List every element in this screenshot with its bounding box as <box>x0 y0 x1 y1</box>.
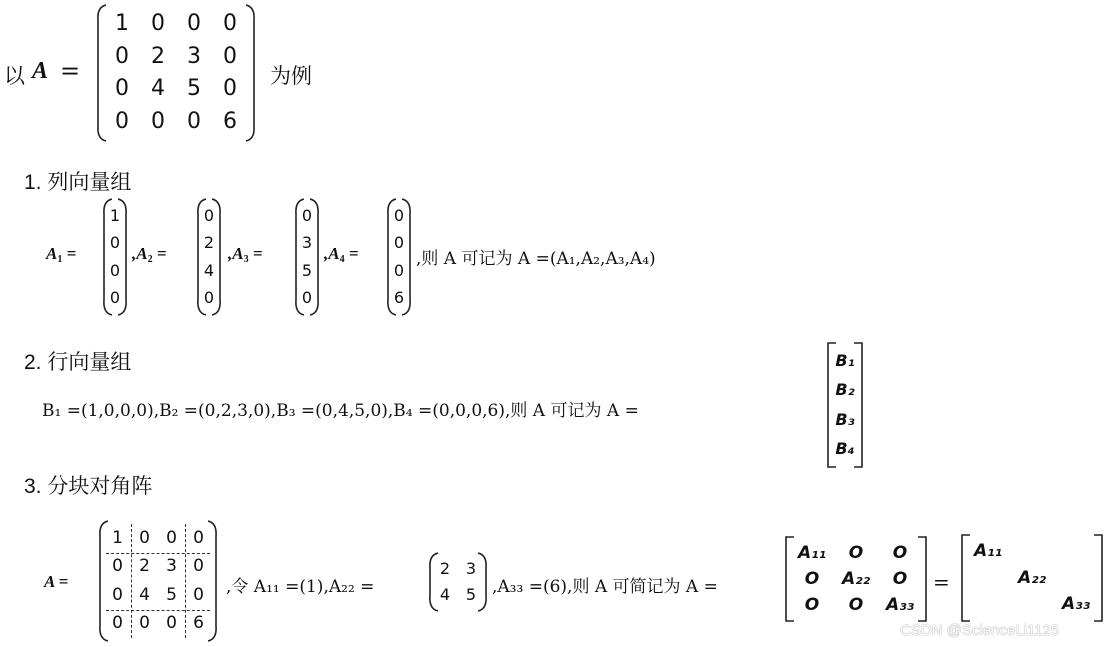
matrix-cell: 0 <box>166 527 177 548</box>
matrix-cell: 4 <box>151 76 165 102</box>
matrix-cell: 0 <box>393 205 405 225</box>
left-bracket <box>826 342 836 468</box>
matrix-cell: 5 <box>166 584 177 605</box>
matrix-cell: 0 <box>115 76 129 102</box>
matrix-cell: 0 <box>223 76 237 102</box>
matrix-cell: 0 <box>112 584 123 605</box>
matrix-cell: 0 <box>393 233 405 253</box>
section3-middle-text: ,令 A₁₁ =(1),A₂₂ = <box>226 577 375 597</box>
matrix-cell: 4 <box>439 585 451 604</box>
matrix-cell: O <box>804 568 820 589</box>
matrix-cell: 0 <box>187 108 201 134</box>
matrix-cell: 0 <box>193 584 204 605</box>
intro-prefix: 以 <box>4 64 25 88</box>
diagonal-cell: A₃₃ <box>1061 594 1091 615</box>
right-bracket <box>118 198 128 316</box>
matrix-cell: 3 <box>301 233 313 253</box>
left-bracket <box>386 198 396 316</box>
matrix-cell: 0 <box>203 288 215 308</box>
section2-heading: 2. 行向量组 <box>24 351 132 374</box>
vec-label-2: $,A_2$ = <box>132 244 167 265</box>
right-bracket <box>478 552 488 612</box>
section3-equals: = <box>933 570 950 594</box>
matrix-cell: 5 <box>465 585 477 604</box>
matrix-cell: A₃₃ <box>885 594 915 615</box>
partitioned-matrix <box>98 520 218 642</box>
section3-lhs: A = <box>44 572 69 591</box>
section3-after-a22: ,A₃₃ =(6),则 A 可简记为 A = <box>492 577 718 597</box>
partition-line-vertical <box>131 524 132 638</box>
right-bracket <box>208 520 218 642</box>
partition-line-vertical <box>185 524 186 638</box>
right-bracket <box>310 198 320 316</box>
matrix-cell: 4 <box>203 260 215 280</box>
matrix-cell: 0 <box>223 43 237 69</box>
matrix-cell: 1 <box>109 205 121 225</box>
matrix-cell: 3 <box>187 43 201 69</box>
matrix-cell: 2 <box>203 233 215 253</box>
matrix-cell: 0 <box>151 11 165 37</box>
row-vector-column <box>826 342 864 468</box>
matrix-cell: 2 <box>439 559 451 578</box>
matrix-cell: 0 <box>109 233 121 253</box>
matrix-cell: B₁ <box>835 350 855 370</box>
matrix-cell: 0 <box>112 613 123 634</box>
left-bracket <box>96 4 106 142</box>
matrix-cell: 0 <box>187 11 201 37</box>
matrix-cell: 0 <box>109 260 121 280</box>
partition-line-horizontal <box>106 553 210 554</box>
right-bracket <box>1094 534 1104 622</box>
left-bracket <box>102 198 112 316</box>
diagonal-shorthand-matrix <box>960 534 1104 622</box>
matrix-cell: O <box>848 542 864 563</box>
matrix-cell: 2 <box>139 556 150 577</box>
right-bracket <box>918 536 928 622</box>
watermark: CSDN @ScienceLi1125 <box>900 622 1060 639</box>
left-bracket <box>294 198 304 316</box>
matrix-cell: 0 <box>151 108 165 134</box>
right-bracket <box>854 342 864 468</box>
matrix-cell: 3 <box>465 559 477 578</box>
intro-equals: = <box>60 57 81 85</box>
column-vector-a3 <box>294 198 320 316</box>
column-vector-a4 <box>386 198 412 316</box>
matrix-cell: 6 <box>193 613 204 634</box>
matrix-cell: 0 <box>301 288 313 308</box>
matrix-cell: B₂ <box>835 380 855 400</box>
matrix-cell: 0 <box>203 205 215 225</box>
matrix-cell: 0 <box>166 613 177 634</box>
left-bracket <box>98 520 108 642</box>
a22-matrix <box>428 552 488 612</box>
column-vector-a1 <box>102 198 128 316</box>
matrix-cell: A₁₁ <box>797 542 827 563</box>
matrix-cell: 1 <box>115 11 129 37</box>
matrix-cell: 0 <box>139 527 150 548</box>
matrix-cell: O <box>804 594 820 615</box>
matrix-cell: 6 <box>393 288 405 308</box>
matrix-cell: 0 <box>115 43 129 69</box>
intro-matrix <box>96 4 256 142</box>
section1-formula <box>46 196 746 318</box>
matrix-cell: 0 <box>193 527 204 548</box>
vec-label-1: $A_1$ = <box>46 244 77 265</box>
column-vector-a2 <box>196 198 222 316</box>
block-diagonal-matrix <box>784 536 928 622</box>
section3-heading: 3. 分块对角阵 <box>24 475 153 498</box>
matrix-cell: 0 <box>115 108 129 134</box>
matrix-cell: 6 <box>223 108 237 134</box>
right-bracket <box>246 4 256 142</box>
matrix-cell: 0 <box>301 205 313 225</box>
diagonal-cell: A₂₂ <box>1017 567 1047 588</box>
matrix-cell: 3 <box>166 556 177 577</box>
matrix-cell: 0 <box>393 260 405 280</box>
matrix-cell: O <box>848 594 864 615</box>
matrix-cell: 0 <box>112 556 123 577</box>
vec-label-3: $,A_3$ = <box>228 244 263 265</box>
matrix-cell: O <box>892 568 908 589</box>
matrix-cell: 0 <box>109 288 121 308</box>
matrix-cell: 0 <box>223 11 237 37</box>
left-bracket <box>428 552 438 612</box>
section1-heading: 1. 列向量组 <box>24 171 132 194</box>
left-bracket <box>784 536 794 622</box>
matrix-cell: 1 <box>112 527 123 548</box>
left-bracket <box>960 534 970 622</box>
matrix-cell: O <box>892 542 908 563</box>
right-bracket <box>402 198 412 316</box>
vec-label-4: $,A_4$ = <box>324 244 359 265</box>
section1-tail: ,则 A 可记为 A =(A₁,A₂,A₃,A₄) <box>416 249 656 269</box>
intro-matrix-symbol: A <box>32 58 49 84</box>
partition-line-horizontal <box>106 610 210 611</box>
left-bracket <box>196 198 206 316</box>
matrix-cell: 0 <box>193 556 204 577</box>
matrix-cell: 0 <box>139 613 150 634</box>
section2-rows-text: B₁ =(1,0,0,0),B₂ =(0,2,3,0),B₃ =(0,4,5,0),B₄ =(0,0,0,6),则 A 可记为 A = <box>42 401 639 421</box>
matrix-cell: B₄ <box>835 439 855 459</box>
matrix-cell: 5 <box>187 76 201 102</box>
matrix-cell: 5 <box>301 260 313 280</box>
right-bracket <box>212 198 222 316</box>
matrix-cell: 2 <box>151 43 165 69</box>
matrix-cell: B₃ <box>835 409 855 429</box>
matrix-cell: A₂₂ <box>841 568 871 589</box>
matrix-cell: 4 <box>139 584 150 605</box>
diagonal-cell: A₁₁ <box>973 540 1003 561</box>
intro-suffix: 为例 <box>270 64 312 88</box>
